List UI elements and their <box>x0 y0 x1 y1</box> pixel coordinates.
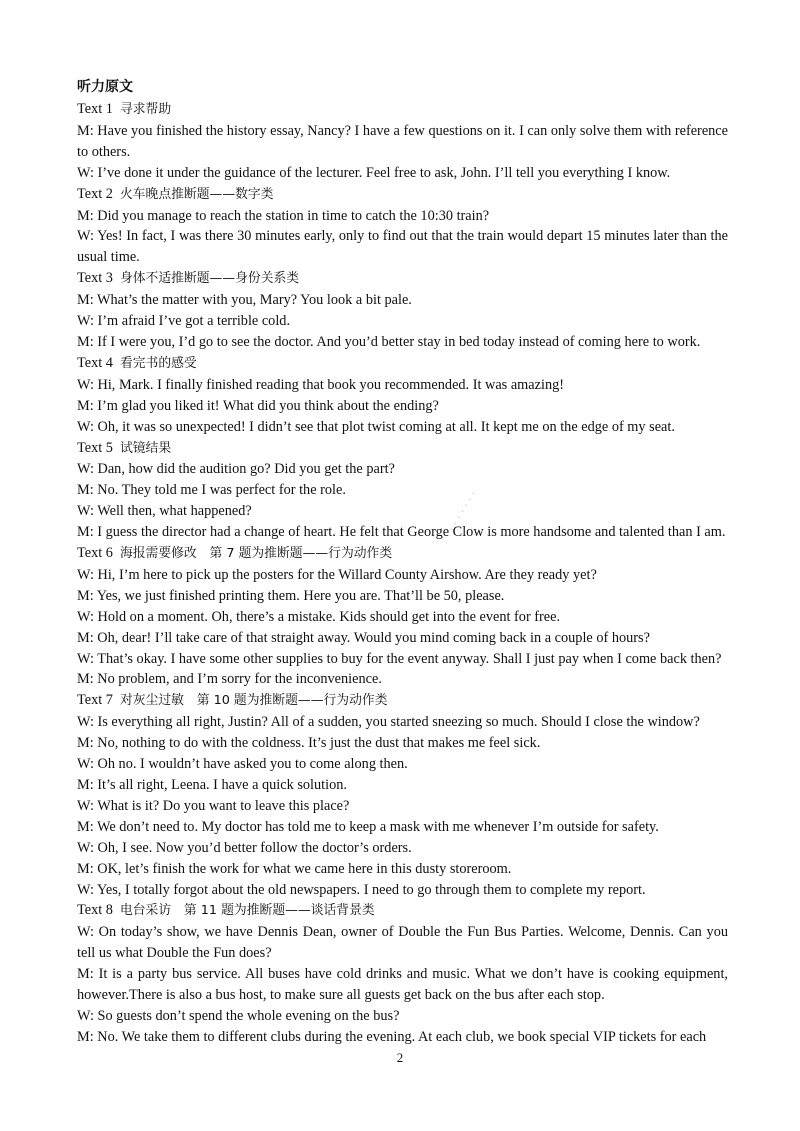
dialogue-line: M: No. We take them to different clubs during the evening. At each club, we book special VIP tickets for each <box>77 1028 707 1045</box>
text-description: 电台采访 第 11 题为推断题——谈话背景类 <box>119 903 375 919</box>
text-description: 试镜结果 <box>119 440 172 456</box>
text-section-title <box>77 900 728 922</box>
text-label: Text 3 <box>77 270 113 287</box>
text-section-title <box>77 438 728 460</box>
dialogue-line: W: So guests don’t spend the whole evening on the bus? <box>77 1007 400 1024</box>
text-description: 寻求帮助 <box>119 102 172 117</box>
text-section-title <box>77 184 728 206</box>
dialogue-line: W: What is it? Do you want to leave this place? <box>77 797 350 814</box>
dialogue-line: W: Yes, I totally forgot about the old newspapers. I need to go through them to complete my report. <box>77 881 646 898</box>
dialogue-line: W: Well then, what happened? <box>77 503 252 520</box>
dialogue-line: W: Dan, how did the audition go? Did you get the part? <box>77 461 395 478</box>
dialogue-line: M: I guess the director had a change of heart. He felt that George Clow is more handsome and talented than I am. <box>77 524 726 541</box>
dialogue-line: W: Oh, it was so unexpected! I didn’t see that plot twist coming at all. It kept me on the edge of my seat. <box>77 418 675 435</box>
dialogue-line: W: Is everything all right, Justin? All of a sudden, you started sneezing so much. Should I close the window? <box>77 714 700 731</box>
text-label: Text 2 <box>77 185 113 202</box>
dialogue-line: M: Yes, we just finished printing them. Here you are. That’ll be 50, please. <box>77 587 505 604</box>
dialogue-line: W: On today’s show, we have Dennis Dean, owner of Double the Fun Bus Parties. Welcome, Dennis. Can you tell us what Double the Fun does? <box>77 924 728 962</box>
text-description: 火车晚点推断题——数字类 <box>119 186 274 202</box>
dialogue-line: M: Did you manage to reach the station in time to catch the 10:30 train? <box>77 207 490 224</box>
dialogue-line: M: Have you finished the history essay, Nancy? I have a few questions on it. I can only solve them with reference to others. <box>77 122 728 160</box>
dialogue-line: M: It is a party bus service. All buses have cold drinks and music. What we don’t have is cooking equipment, however.There is also a bus host, to make sure all guests get back on the bus after each stop. <box>77 966 728 1004</box>
dialogue-line: M: I’m glad you liked it! What did you think about the ending? <box>77 397 439 414</box>
dialogue-line: M: If I were you, I’d go to see the doctor. And you’d better stay in bed today instead of coming here to work. <box>77 333 701 350</box>
text-description: 看完书的感受 <box>119 355 197 371</box>
text-label: Text 6 <box>77 545 113 562</box>
dialogue-line: W: Hi, I’m here to pick up the posters for the Willard County Airshow. Are they ready yet? <box>77 566 597 583</box>
dialogue-line: M: No problem, and I’m sorry for the inconvenience. <box>77 671 382 688</box>
text-label: Text 4 <box>77 354 113 371</box>
text-section-title <box>77 543 728 565</box>
text-section-title <box>77 268 728 290</box>
text-label: Text 1 <box>77 101 113 117</box>
text-label: Text 5 <box>77 439 113 456</box>
dialogue-line: W: I’m afraid I’ve got a terrible cold. <box>77 313 291 330</box>
dialogue-line: W: I’ve done it under the guidance of the lecturer. Feel free to ask, John. I’ll tell you everything I know. <box>77 164 671 181</box>
dialogue-line: W: Oh no. I wouldn’t have asked you to come along then. <box>77 756 408 773</box>
page-number: 2 <box>396 1050 404 1065</box>
text-description: 身体不适推断题——身份关系类 <box>119 271 300 287</box>
dialogue-line: M: No. They told me I was perfect for the role. <box>77 482 346 499</box>
watermark: · · · · · · · <box>445 488 481 535</box>
text-label: Text 8 <box>77 902 113 919</box>
text-description: 海报需要修改 第 7 题为推断题——行为动作类 <box>119 546 393 562</box>
dialogue-line: M: No, nothing to do with the coldness. It’s just the dust that makes me feel sick. <box>77 735 541 752</box>
text-section-title <box>77 99 728 121</box>
dialogue-line: M: Oh, dear! I’ll take care of that straight away. Would you mind coming back in a couple of hours? <box>77 629 650 646</box>
transcript-content <box>77 99 728 1048</box>
dialogue-line: M: OK, let’s finish the work for what we came here in this dusty storeroom. <box>77 860 512 877</box>
dialogue-line: M: It’s all right, Leena. I have a quick solution. <box>77 777 347 793</box>
dialogue-line: M: We don’t need to. My doctor has told me to keep a mask with me whenever I’m outside for safety. <box>77 818 659 835</box>
page-heading: 听力原文 <box>77 79 133 95</box>
text-section-title <box>77 353 728 375</box>
text-section-title <box>77 690 728 712</box>
text-label: Text 7 <box>77 692 113 709</box>
dialogue-line: W: That’s okay. I have some other supplies to buy for the event anyway. Shall I just pay when I come back then? <box>77 650 722 667</box>
text-description: 对灰尘过敏 第 10 题为推断题——行为动作类 <box>119 693 388 709</box>
dialogue-line: W: Hi, Mark. I finally finished reading that book you recommended. It was amazing! <box>77 376 565 393</box>
dialogue-line: W: Yes! In fact, I was there 30 minutes early, only to find out that the train would depart 15 minutes later than the usual time. <box>77 228 728 266</box>
dialogue-line: W: Hold on a moment. Oh, there’s a mistake. Kids should get into the event for free. <box>77 608 561 625</box>
dialogue-line: M: What’s the matter with you, Mary? You look a bit pale. <box>77 292 412 309</box>
dialogue-line: W: Oh, I see. Now you’d better follow the doctor’s orders. <box>77 839 412 856</box>
